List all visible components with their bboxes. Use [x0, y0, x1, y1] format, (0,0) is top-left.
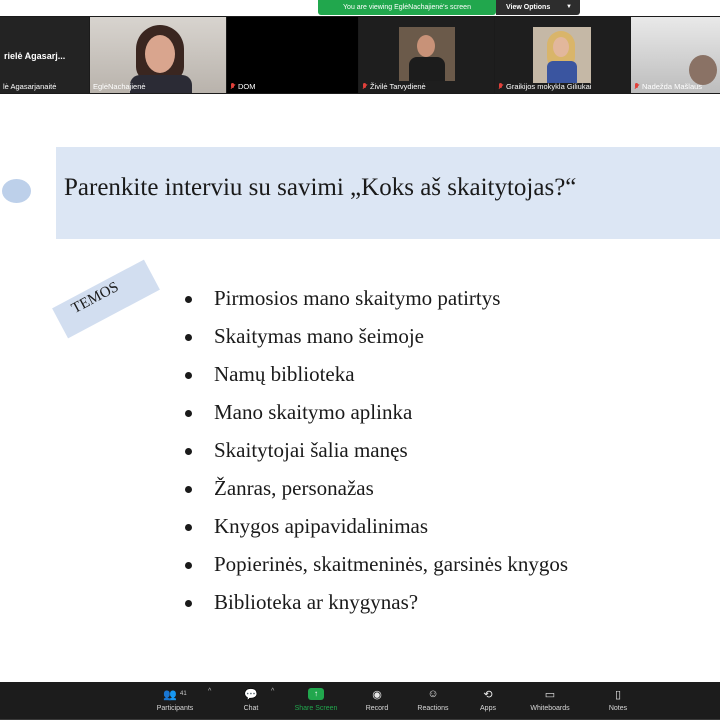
participant-name — [362, 82, 426, 91]
list-item — [183, 322, 568, 360]
participant-tile[interactable] — [0, 17, 89, 93]
bullet-icon — [185, 296, 192, 303]
participants-caret-icon[interactable]: ^ — [208, 688, 212, 695]
chat-icon: 💬 — [244, 688, 258, 701]
list-item-text: Namų biblioteka — [214, 362, 355, 386]
participant-name-text: lė Agasarjanaitė — [3, 82, 57, 91]
participant-name-text: Nadežda Mašlaus — [642, 82, 703, 91]
participant-tile[interactable] — [631, 17, 720, 93]
record-button[interactable] — [347, 685, 407, 712]
list-item — [183, 436, 568, 474]
bullet-icon — [185, 486, 192, 493]
participants-count: 41 — [180, 691, 187, 697]
participant-tile[interactable] — [359, 17, 494, 93]
list-item — [183, 474, 568, 512]
muted-mic-icon — [634, 83, 640, 90]
list-item-text: Popierinės, skaitmeninės, garsinės knygos — [214, 552, 569, 576]
share-screen-button[interactable] — [286, 685, 346, 712]
whiteboards-label: Whiteboards — [530, 705, 570, 712]
participant-tile[interactable] — [227, 17, 358, 93]
list-item — [183, 360, 568, 398]
muted-mic-icon — [362, 83, 368, 90]
video-face — [145, 35, 175, 73]
participant-name — [3, 82, 56, 91]
participant-name-text: DOM — [238, 82, 256, 91]
video-face — [553, 37, 569, 57]
participants-button[interactable] — [145, 685, 205, 712]
bullet-icon — [185, 524, 192, 531]
share-screen-icon: ↑ — [308, 688, 324, 700]
topic-list — [183, 284, 568, 626]
list-item — [183, 398, 568, 436]
list-item-text: Žanras, personažas — [214, 476, 374, 500]
participant-name-text: EglėNachajienė — [93, 82, 146, 91]
top-banner — [0, 0, 720, 16]
video-face — [417, 35, 435, 57]
participants-label: Participants — [156, 705, 194, 712]
bullet-icon — [185, 600, 192, 607]
apps-label: Apps — [480, 705, 496, 712]
view-options-button[interactable] — [496, 0, 580, 15]
bullet-icon — [185, 448, 192, 455]
bullet-icon — [185, 334, 192, 341]
participant-tile-active-speaker[interactable] — [90, 17, 226, 93]
view-options-label: View Options — [506, 4, 551, 11]
participant-strip — [0, 16, 720, 94]
video-face — [689, 55, 717, 85]
video-shoulders — [409, 57, 445, 81]
muted-mic-icon — [498, 83, 504, 90]
participant-display-name: rielė Agasarj... — [4, 51, 66, 61]
list-item — [183, 512, 568, 550]
decorative-circle — [2, 179, 31, 203]
notes-button[interactable] — [588, 685, 648, 712]
chevron-down-icon: ▼ — [566, 4, 572, 10]
reactions-button[interactable] — [403, 685, 463, 712]
participant-tile[interactable] — [495, 17, 630, 93]
reactions-label: Reactions — [417, 705, 449, 712]
apps-icon: ⟲ — [483, 688, 493, 701]
notes-label: Notes — [608, 705, 628, 712]
list-item-text: Knygos apipavidalinimas — [214, 514, 429, 538]
viewing-screen-indicator: You are viewing EglėNachajienė's screen — [318, 0, 496, 15]
list-item — [183, 284, 568, 322]
bullet-icon — [185, 372, 192, 379]
record-label: Record — [365, 705, 389, 712]
shared-slide — [0, 94, 720, 682]
notes-icon: ▯ — [614, 688, 622, 701]
muted-mic-icon — [230, 83, 236, 90]
record-icon: ◉ — [372, 688, 382, 701]
participant-name — [93, 82, 146, 91]
participant-name-text: Živilė Tarvydienė — [370, 82, 426, 91]
participant-name — [230, 82, 256, 91]
participant-name — [498, 82, 591, 91]
apps-button[interactable] — [458, 685, 518, 712]
participant-name — [634, 82, 702, 91]
list-item-text: Skaitytojai šalia manęs — [214, 438, 408, 462]
list-item-text: Mano skaitymo aplinka — [214, 400, 413, 424]
whiteboards-button[interactable] — [520, 685, 580, 712]
chat-label: Chat — [243, 705, 259, 712]
whiteboard-icon: ▭ — [544, 688, 556, 701]
participant-name-text: Graikijos mokykla Giliukai — [506, 82, 592, 91]
meeting-toolbar — [0, 682, 720, 720]
list-item-text: Pirmosios mano skaitymo patirtys — [214, 286, 501, 310]
slide-title: Parenkite interviu su savimi „Koks aš skaitytojas?“ — [64, 174, 577, 201]
participants-icon: 👥 — [163, 688, 177, 701]
list-item — [183, 550, 568, 588]
share-screen-label: Share Screen — [294, 705, 338, 712]
chat-caret-icon[interactable]: ^ — [271, 688, 275, 695]
slide-tag-label: TEMOS — [68, 279, 122, 318]
list-item — [183, 588, 568, 626]
video-shoulders — [547, 61, 577, 83]
list-item-text: Skaitymas mano šeimoje — [214, 324, 424, 348]
bullet-icon — [185, 410, 192, 417]
reactions-icon: ☺ — [427, 688, 439, 700]
bullet-icon — [185, 562, 192, 569]
list-item-text: Biblioteka ar knygynas? — [214, 590, 419, 614]
